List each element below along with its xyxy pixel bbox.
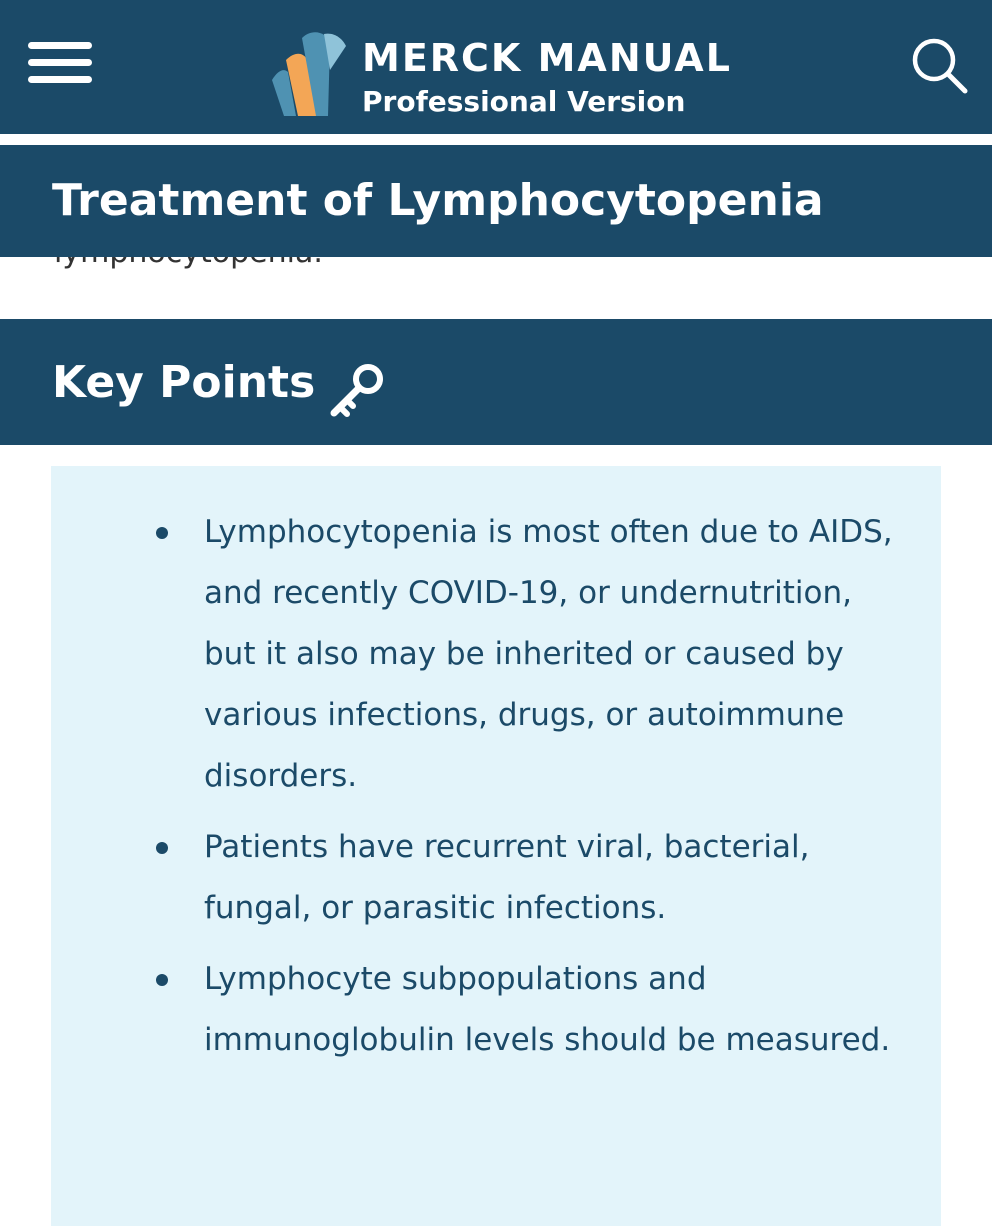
bullet-icon — [156, 974, 168, 986]
menu-line — [28, 59, 92, 66]
top-navigation-bar — [0, 0, 992, 134]
key-icon — [328, 361, 388, 421]
search-icon-graphic — [910, 36, 968, 94]
menu-line — [28, 42, 92, 49]
key-points-header — [0, 319, 992, 445]
key-point-text: Lymphocytopenia is most often due to AIDS, and recently COVID-19, or undernutrition, but it also may be inherited or caused by various infections, drugs, or autoimmune disorders. — [204, 514, 893, 794]
brand-title: MERCK MANUAL — [362, 36, 732, 80]
bullet-icon — [156, 842, 168, 854]
page-title: Treatment of Lymphocytopenia — [52, 175, 824, 226]
key-point-text: Lymphocyte subpopulations and immunoglobulin levels should be measured. — [204, 961, 891, 1058]
key-point-item — [51, 949, 941, 1071]
key-points-list — [51, 502, 941, 1081]
menu-line — [28, 76, 92, 83]
key-point-text: Patients have recurrent viral, bacterial, fungal, or parasitic infections. — [204, 829, 810, 926]
key-points-title: Key Points — [52, 357, 316, 408]
search-icon[interactable] — [910, 36, 968, 94]
brand-subtitle: Professional Version — [362, 85, 686, 118]
hamburger-menu-icon[interactable] — [28, 42, 94, 84]
key-points-box — [51, 466, 941, 1226]
key-point-item — [51, 817, 941, 939]
key-point-item — [51, 502, 941, 807]
section-sticky-header — [0, 145, 992, 257]
bullet-icon — [156, 527, 168, 539]
merck-manual-logo-icon — [268, 30, 352, 120]
partially-hidden-paragraph — [54, 257, 554, 277]
merck-manual-logo[interactable] — [268, 30, 738, 120]
